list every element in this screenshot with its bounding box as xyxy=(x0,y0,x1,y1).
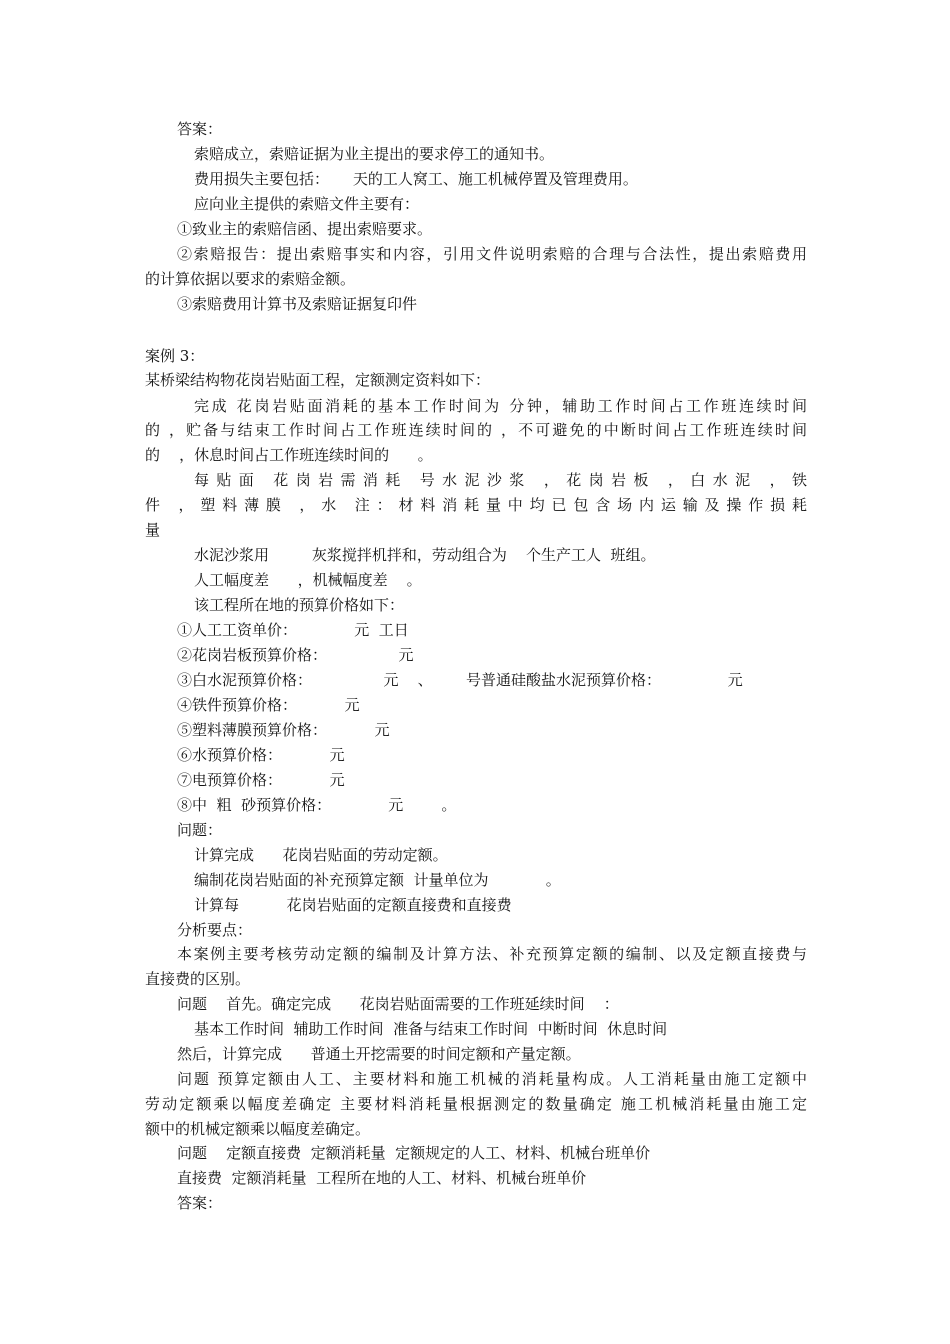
text-line: 水泥沙浆用 灰浆搅拌机拌和，劳动组合为 个生产工人 班组。 xyxy=(194,546,656,564)
text-line: 某桥梁结构物花岗岩贴面工程，定额测定资料如下： xyxy=(145,371,491,389)
text-line: 量 xyxy=(145,521,161,539)
question-item: 计算每 花岗岩贴面的定额直接费和直接费 xyxy=(194,896,512,914)
price-item: ③白水泥预算价格： 元 、 号普通硅酸盐水泥预算价格： 元 xyxy=(177,671,743,689)
text-line: 完成 花岗岩贴面消耗的基本工作时间为 分钟，辅助工作时间占工作班连续时间 xyxy=(194,397,807,415)
text-line: 劳动定额乘以幅度差确定 主要材料消耗量根据测定的数量确定 施工机械消耗量由施工定 xyxy=(145,1095,807,1113)
text-line: 的 ，休息时间占工作班连续时间的 。 xyxy=(145,446,433,464)
formula-line: 问题 定额直接费 定额消耗量 定额规定的人工、材料、机械台班单价 xyxy=(177,1144,651,1162)
price-item: ⑦电预算价格： 元 xyxy=(177,771,345,789)
price-item: ⑤塑料薄膜预算价格： 元 xyxy=(177,721,390,739)
text-line: 的计算依据以要求的索赔金额。 xyxy=(145,270,356,288)
price-item: ⑥水预算价格： 元 xyxy=(177,746,345,764)
case-heading: 案例 3： xyxy=(145,347,205,365)
text-line: 费用损失主要包括： 天的工人窝工、施工机械停置及管理费用。 xyxy=(194,170,638,188)
text-line: 应向业主提供的索赔文件主要有： xyxy=(194,195,420,213)
analysis-heading: 分析要点： xyxy=(177,921,253,939)
answer-heading: 答案： xyxy=(177,120,223,138)
text-line: 每贴面 花岗岩需消耗 号水泥沙浆 ，花岗岩板 ，白水泥 ，铁 xyxy=(194,471,807,489)
text-line: 人工幅度差 ，机械幅度差 。 xyxy=(194,571,422,589)
question-item: 计算完成 花岗岩贴面的劳动定额。 xyxy=(194,846,448,864)
text-line: 问题 首先。确定完成 花岗岩贴面需要的工作班延续时间 ： xyxy=(177,995,619,1013)
question-heading: 问题： xyxy=(177,821,223,839)
text-line: 件 ，塑料薄膜 ，水 注：材料消耗量中均已包含场内运输及操作损耗 xyxy=(145,496,807,514)
price-item: ②花岗岩板预算价格： 元 xyxy=(177,646,414,664)
list-item: ①致业主的索赔信函、提出索赔要求。 xyxy=(177,220,433,238)
text-line: 本案例主要考核劳动定额的编制及计算方法、补充预算定额的编制、以及定额直接费与 xyxy=(177,945,807,963)
text-line: 问题 预算定额由人工、主要材料和施工机械的消耗量构成。人工消耗量由施工定额中 xyxy=(177,1070,807,1088)
question-item: 编制花岗岩贴面的补充预算定额 计量单位为 。 xyxy=(194,871,561,889)
formula-line: 基本工作时间 辅助工作时间 准备与结束工作时间 中断时间 休息时间 xyxy=(194,1020,668,1038)
price-item: ①人工工资单价： 元 工日 xyxy=(177,621,409,639)
list-item: ③索赔费用计算书及索赔证据复印件 xyxy=(177,295,418,313)
text-line: 额中的机械定额乘以幅度差确定。 xyxy=(145,1120,371,1138)
text-line: 然后，计算完成 普通土开挖需要的时间定额和产量定额。 xyxy=(177,1045,581,1063)
text-line: 索赔成立，索赔证据为业主提出的要求停工的通知书。 xyxy=(194,145,555,163)
list-item: ②索赔报告：提出索赔事实和内容，引用文件说明索赔的合理与合法性，提出索赔费用 xyxy=(177,245,807,263)
text-line: 的 ，贮备与结束工作时间占工作班连续时间的 ，不可避免的中断时间占工作班连续时间 xyxy=(145,421,807,439)
text-line: 直接费的区别。 xyxy=(145,970,251,988)
answer-heading: 答案： xyxy=(177,1194,223,1212)
price-item: ⑧中 粗 砂预算价格： 元 。 xyxy=(177,796,457,814)
formula-line: 直接费 定额消耗量 工程所在地的人工、材料、机械台班单价 xyxy=(177,1169,587,1187)
text-line: 该工程所在地的预算价格如下： xyxy=(194,596,405,614)
price-item: ④铁件预算价格： 元 xyxy=(177,696,360,714)
